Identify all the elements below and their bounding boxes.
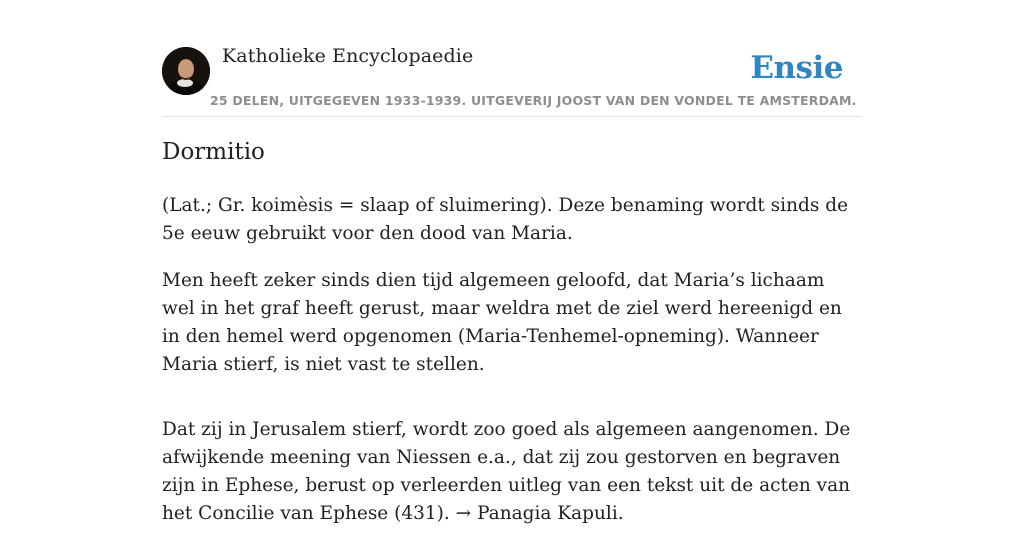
article-page — [162, 0, 862, 524]
arrow-right-icon: → — [455, 503, 472, 524]
brand-logo[interactable]: Ensie — [750, 50, 843, 86]
portrait-avatar-icon — [162, 47, 210, 95]
source-title[interactable]: Katholieke Encyclopaedie — [222, 45, 474, 67]
source-avatar[interactable] — [162, 47, 210, 95]
entry-paragraph — [162, 416, 862, 528]
entry-title: Dormitio — [162, 139, 265, 165]
entry-paragraph: Men heeft zeker sinds dien tijd algemeen geloofd, dat Maria’s lichaam wel in het graf heeft gerust, maar weldra met de ziel werd hereenigd en in den hemel werd opgenomen (Maria-Tenhemel-opneming). Wanneer Maria stierf, is niet vast te stellen. — [162, 270, 842, 375]
cross-reference-link[interactable]: Panagia Kapuli. — [477, 503, 624, 524]
entry-paragraph: (Lat.; Gr. koimèsis = slaap of sluimering). Deze benaming wordt sinds de 5e eeuw gebruikt voor den dood van Maria. — [162, 195, 849, 244]
entry-body — [162, 192, 862, 547]
entry-paragraph-text: Dat zij in Jerusalem stierf, wordt zoo goed als algemeen aangenomen. De afwijkende meening van Niessen e.a., dat zij zou gestorven en begraven zijn in Ephese, berust op verleerden uitleg van een tekst uit de acten van het Concilie van Ephese (431). — [162, 419, 851, 524]
source-header — [162, 0, 862, 117]
source-meta: 25 DELEN, UITGEGEVEN 1933-1939. UITGEVERIJ JOOST VAN DEN VONDEL TE AMSTERDAM. — [210, 93, 857, 108]
